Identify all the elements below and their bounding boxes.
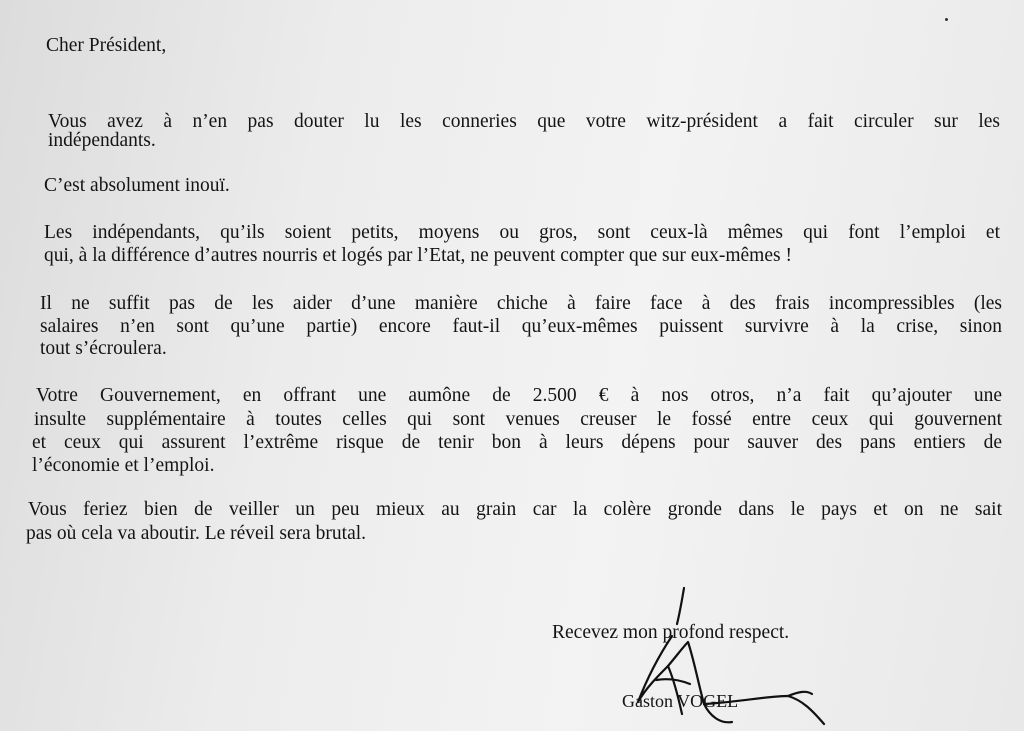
paragraph-4-line-1: Il ne suffit pas de les aider d’une manière chiche à faire face à des frais incompressibles (les xyxy=(40,293,1002,314)
paragraph-3-line-1: Les indépendants, qu’ils soient petits, moyens ou gros, sont ceux-là mêmes qui font l’emploi et xyxy=(44,222,1000,243)
paragraph-1-line-1: Vous avez à n’en pas douter lu les conneries que votre witz-président a fait circuler sur les xyxy=(48,111,1000,132)
letter-greeting: Cher Président, xyxy=(46,35,167,56)
handwritten-signature xyxy=(598,584,848,731)
paragraph-5-line-1: Votre Gouvernement, en offrant une aumône de 2.500 € à nos otros, n’a fait qu’ajouter une xyxy=(36,385,1002,406)
signatory-name: Gaston VOGEL xyxy=(622,691,739,711)
paragraph-1-line-2: indépendants. xyxy=(48,130,156,151)
paragraph-4-line-2: salaires n’en sont qu’une partie) encore faut-il qu’eux-mêmes puissent survivre à la crise, sinon xyxy=(40,316,1002,337)
paragraph-3-line-2: qui, à la différence d’autres nourris et logés par l’Etat, ne peuvent compter que sur eux-mêmes ! xyxy=(44,245,792,266)
paragraph-6-line-1: Vous feriez bien de veiller un peu mieux au grain car la colère gronde dans le pays et on ne sait xyxy=(28,499,1002,520)
paragraph-5-line-4: l’économie et l’emploi. xyxy=(32,455,215,476)
paragraph-4-line-3: tout s’écroulera. xyxy=(40,338,167,359)
letter-closing: Recevez mon profond respect. xyxy=(552,622,790,643)
paragraph-5-line-3: et ceux qui assurent l’extrême risque de tenir bon à leurs dépens pour sauver des pans entiers de xyxy=(32,432,1002,453)
paragraph-5-line-2: insulte supplémentaire à toutes celles qui sont venues creuser le fossé entre ceux qui gouvernent xyxy=(34,409,1002,430)
paper-speck xyxy=(945,18,948,21)
paragraph-6-line-2: pas où cela va aboutir. Le réveil sera brutal. xyxy=(26,523,367,544)
paragraph-2-line-1: C’est absolument inouï. xyxy=(44,175,230,196)
